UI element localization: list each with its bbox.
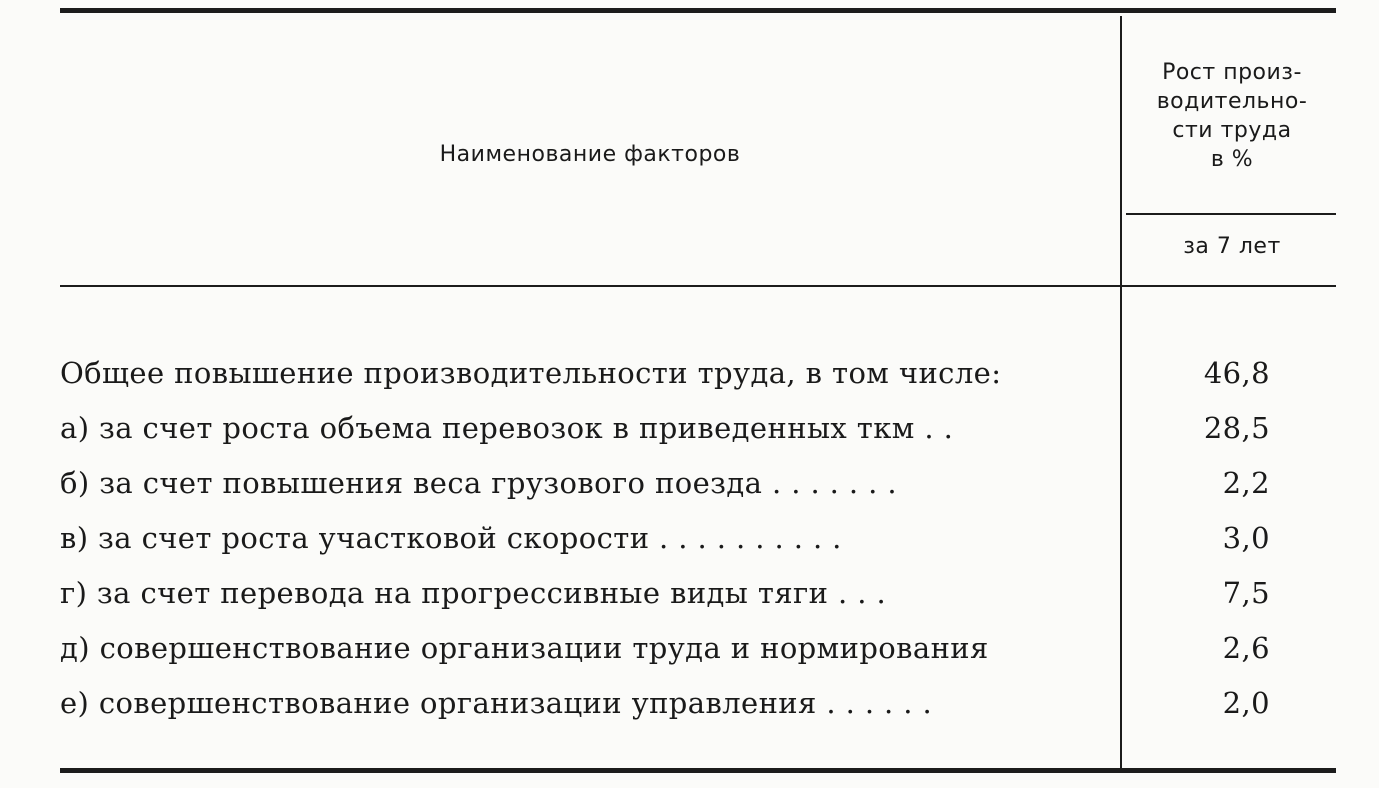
row-label: е) совершенствование организации управления . . . . . . [60,686,933,720]
growth-header-line: сти труда [1172,118,1292,143]
table-row [60,517,1336,572]
header-rule [60,285,1336,287]
row-value: 2,6 [1222,631,1270,665]
top-rule [60,8,1336,13]
row-value: 2,2 [1222,466,1270,500]
row-value: 46,8 [1203,356,1270,390]
table-row [60,407,1336,462]
row-value: 3,0 [1222,521,1270,555]
growth-header-line: Рост произ- [1162,60,1302,85]
table-row [60,682,1336,737]
table-row [60,352,1336,407]
row-value: 7,5 [1222,576,1270,610]
row-label: г) за счет перевода на прогрессивные виды тяги . . . [60,576,887,610]
row-label: в) за счет роста участковой скорости . . . . . . . . . . [60,521,842,555]
table-row [60,627,1336,682]
growth-column-header [1128,58,1336,174]
row-label: д) совершенствование организации труда и нормирования [60,631,989,665]
row-label: а) за счет роста объема перевозок в приведенных ткм . . [60,411,954,445]
row-value: 2,0 [1222,686,1270,720]
table-row [60,572,1336,627]
row-label: Общее повышение производительности труда, в том числе: [60,356,1002,390]
subheader-rule [1126,213,1336,215]
table-body [60,352,1336,737]
table-row [60,462,1336,517]
row-label: б) за счет повышения веса грузового поезда . . . . . . . [60,466,898,500]
growth-header-line: водительно- [1156,89,1308,114]
period-header: за 7 лет [1183,234,1281,259]
bottom-rule [60,768,1336,773]
factor-column-header: Наименование факторов [439,142,741,167]
growth-header-line: в % [1210,147,1254,172]
row-value: 28,5 [1203,411,1270,445]
